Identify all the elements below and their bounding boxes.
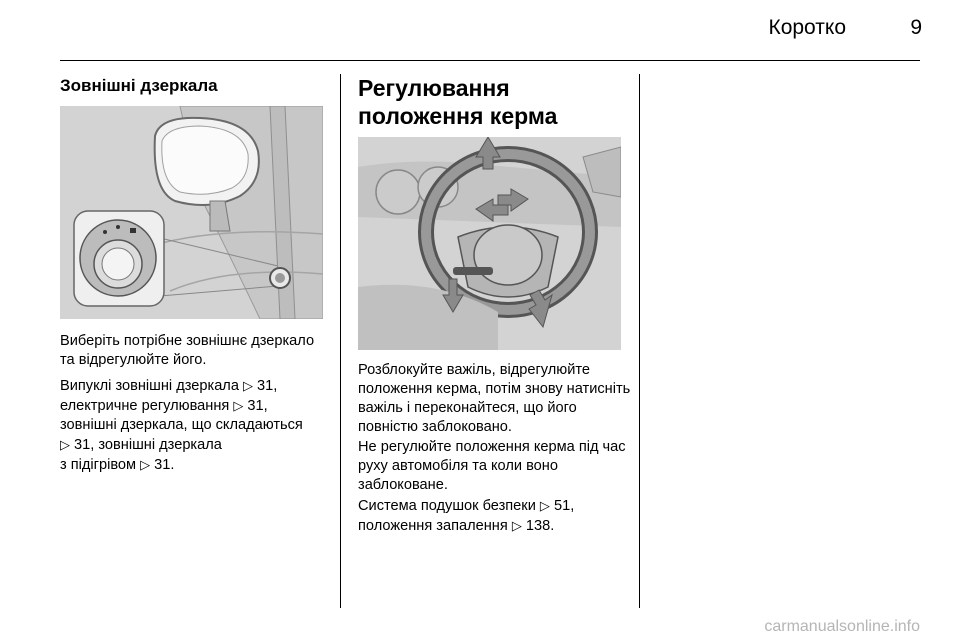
arrow-right-icon: ▷ — [60, 437, 70, 452]
ref-line: електричне регулювання ▷ 31, — [60, 398, 268, 414]
arrow-right-icon: ▷ — [233, 398, 244, 413]
arrow-right-icon: ▷ — [243, 378, 253, 393]
header-rule — [60, 60, 920, 61]
ref-line: Випуклі зовнішні дзеркала ▷ 31, — [60, 378, 278, 394]
ref-line: Система подушок безпеки ▷ 51, — [358, 498, 575, 514]
steering-references — [358, 496, 633, 536]
steering-instruction: Розблокуйте важіль, відрегулюйте положення керма, потім знову натисніть важіль і переконайтеся, що його повністю заблоковано. — [358, 362, 631, 435]
mirrors-heading: Зовнішні дзеркала — [60, 76, 218, 95]
page-number: 9 — [910, 16, 922, 39]
steering-warning: Не регулюйте положення керма під час руху автомобіля та коли воно заблоковане. — [358, 439, 626, 493]
column-divider-2 — [639, 74, 640, 608]
ref-line: положення запалення ▷ 138. — [358, 518, 555, 534]
ref-line: ▷ 31, зовнішні дзеркала — [60, 437, 222, 453]
steering-heading: Регулювання положення керма — [358, 75, 558, 129]
mirror-illustration — [60, 106, 323, 319]
mirrors-references — [60, 376, 335, 475]
arrow-right-icon: ▷ — [511, 518, 522, 533]
column-divider-1 — [340, 74, 341, 608]
arrow-right-icon: ▷ — [539, 498, 550, 513]
header-title: Коротко — [768, 16, 846, 39]
arrow-right-icon: ▷ — [140, 457, 151, 472]
steering-illustration — [358, 137, 621, 350]
watermark: carmanualsonline.info — [764, 618, 920, 635]
ref-line: зовнішні дзеркала, що складаються — [60, 417, 303, 433]
mirrors-intro: Виберіть потрібне зовнішнє дзеркало та відрегулюйте його. — [60, 333, 315, 368]
ref-line: з підігрівом ▷ 31. — [60, 457, 175, 473]
